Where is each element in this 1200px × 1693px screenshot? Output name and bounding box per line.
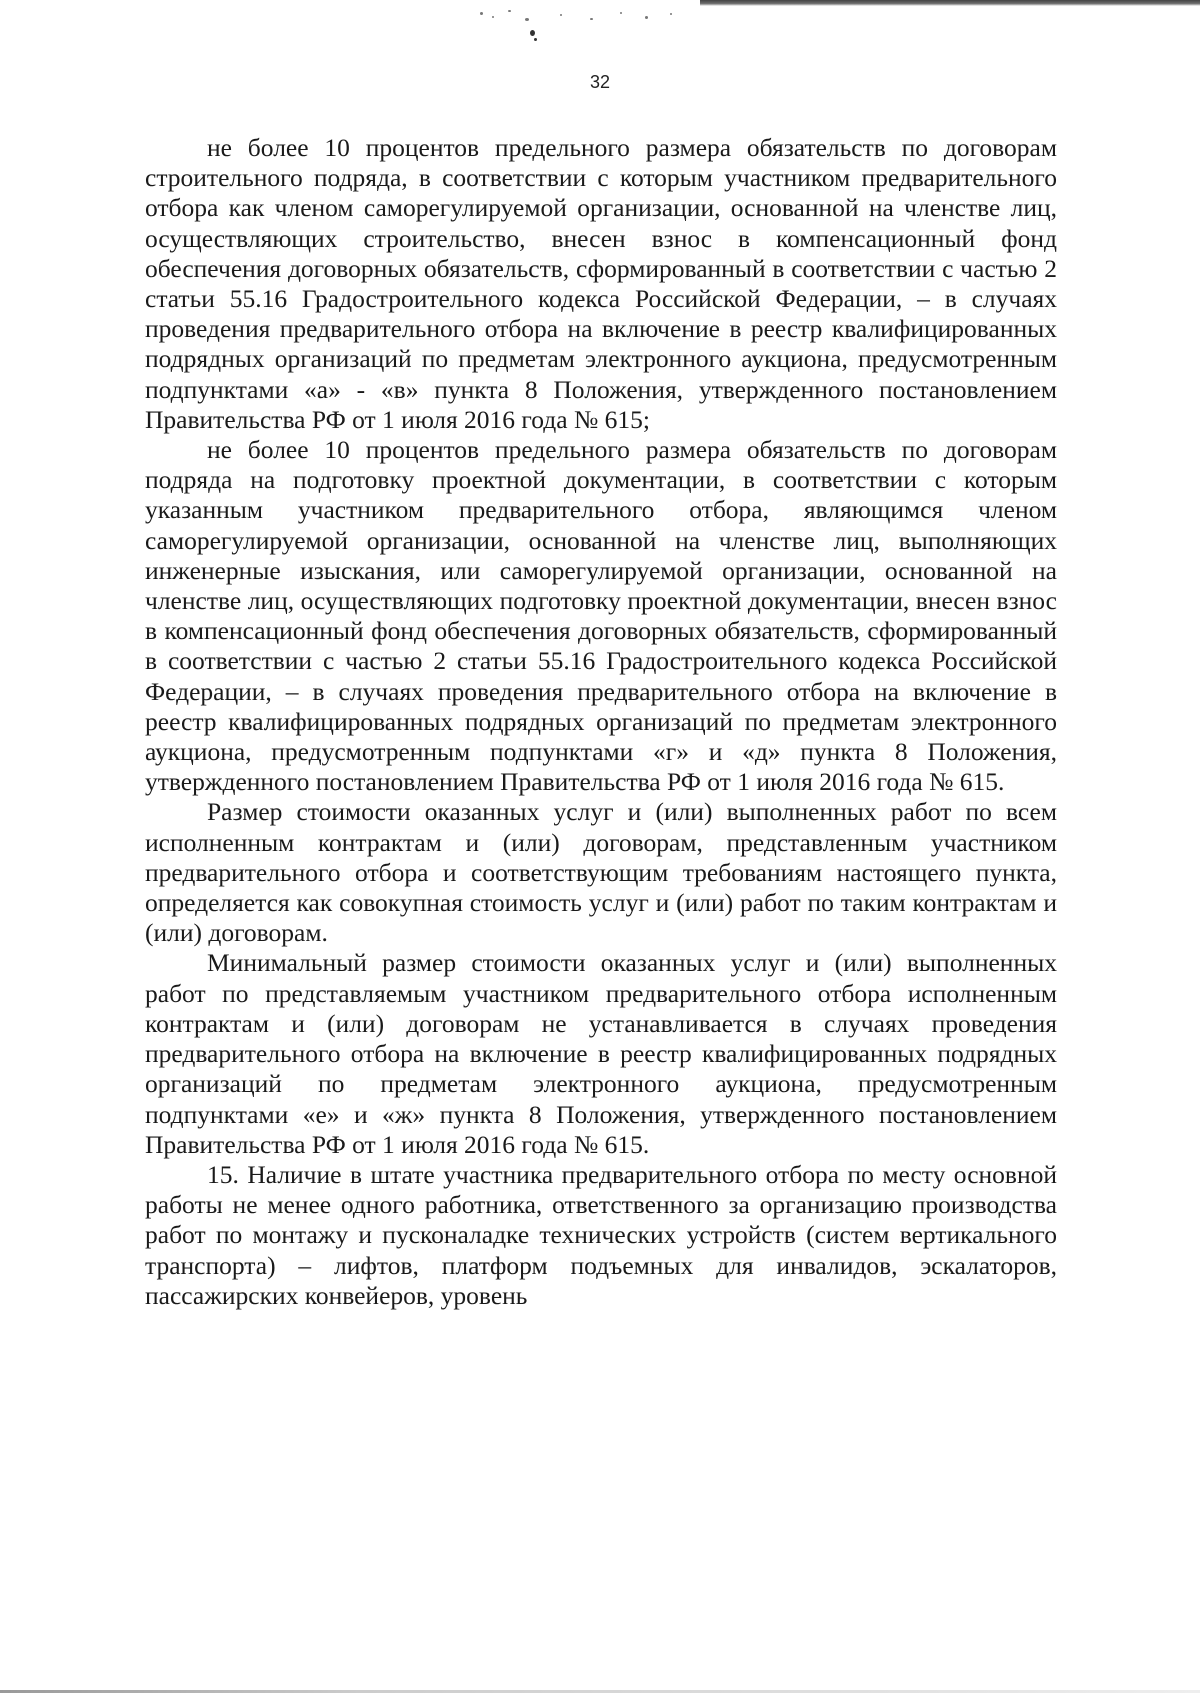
paragraph: Минимальный размер стоимости оказанных услуг и (или) выполненных работ по представляемым участником предварительного отбора исполненным контрактам и (или) договорам не устанавливается в случаях проведения предварительного отбора на включение в реестр квалифицированных подрядных организаций по предметам электронного аукциона, предусмотренным подпунктами «е» и «ж» пункта 8 Положения, утвержденного постановлением Правительства РФ от 1 июля 2016 года № 615. [145, 948, 1057, 1159]
document-body [145, 133, 1057, 1311]
page-number: 32 [589, 72, 611, 92]
scan-noise-artifact [470, 6, 730, 46]
paragraph: Размер стоимости оказанных услуг и (или) выполненных работ по всем исполненным контрактам и (или) договорам, представленным участником предварительного отбора и соответствующим требованиям настоящего пункта, определяется как совокупная стоимость услуг и (или) работ по таким контрактам и (или) договорам. [145, 797, 1057, 948]
paragraph: не более 10 процентов предельного размера обязательств по договорам строительного подряда, в соответствии с которым участником предварительного отбора как членом саморегулируемой организации, основанной на членстве лиц, осуществляющих строительство, внесен взнос в компенсационный фонд обеспечения договорных обязательств, сформированный в соответствии с частью 2 статьи 55.16 Градостроительного кодекса Российской Федерации, – в случаях проведения предварительного отбора на включение в реестр квалифицированных подрядных организаций по предметам электронного аукциона, предусмотренным подпунктами «а» - «в» пункта 8 Положения, утвержденного постановлением Правительства РФ от 1 июля 2016 года № 615; [145, 133, 1057, 434]
paragraph: 15. Наличие в штате участника предварительного отбора по месту основной работы не менее одного работника, ответственного за организацию производства работ по монтажу и пусконаладке технических устройств (систем вертикального транспорта) – лифтов, платформ подъемных для инвалидов, эскалаторов, пассажирских конвейеров, уровень [145, 1159, 1057, 1310]
scan-edge-artifact [700, 0, 1200, 6]
paragraph: не более 10 процентов предельного размера обязательств по договорам подряда на подготовку проектной документации, в соответствии с которым указанным участником предварительного отбора, являющимся членом саморегулируемой организации, основанной на членстве лиц, выполняющих инженерные изыскания, или саморегулируемой организации, основанной на членстве лиц, осуществляющих подготовку проектной документации, внесен взнос в компенсационный фонд обеспечения договорных обязательств, сформированный в соответствии с частью 2 статьи 55.16 Градостроительного кодекса Российской Федерации, – в случаях проведения предварительного отбора на включение в реестр квалифицированных подрядных организаций по предметам электронного аукциона, предусмотренным подпунктами «г» и «д» пункта 8 Положения, утвержденного постановлением Правительства РФ от 1 июля 2016 года № 615. [145, 435, 1057, 797]
